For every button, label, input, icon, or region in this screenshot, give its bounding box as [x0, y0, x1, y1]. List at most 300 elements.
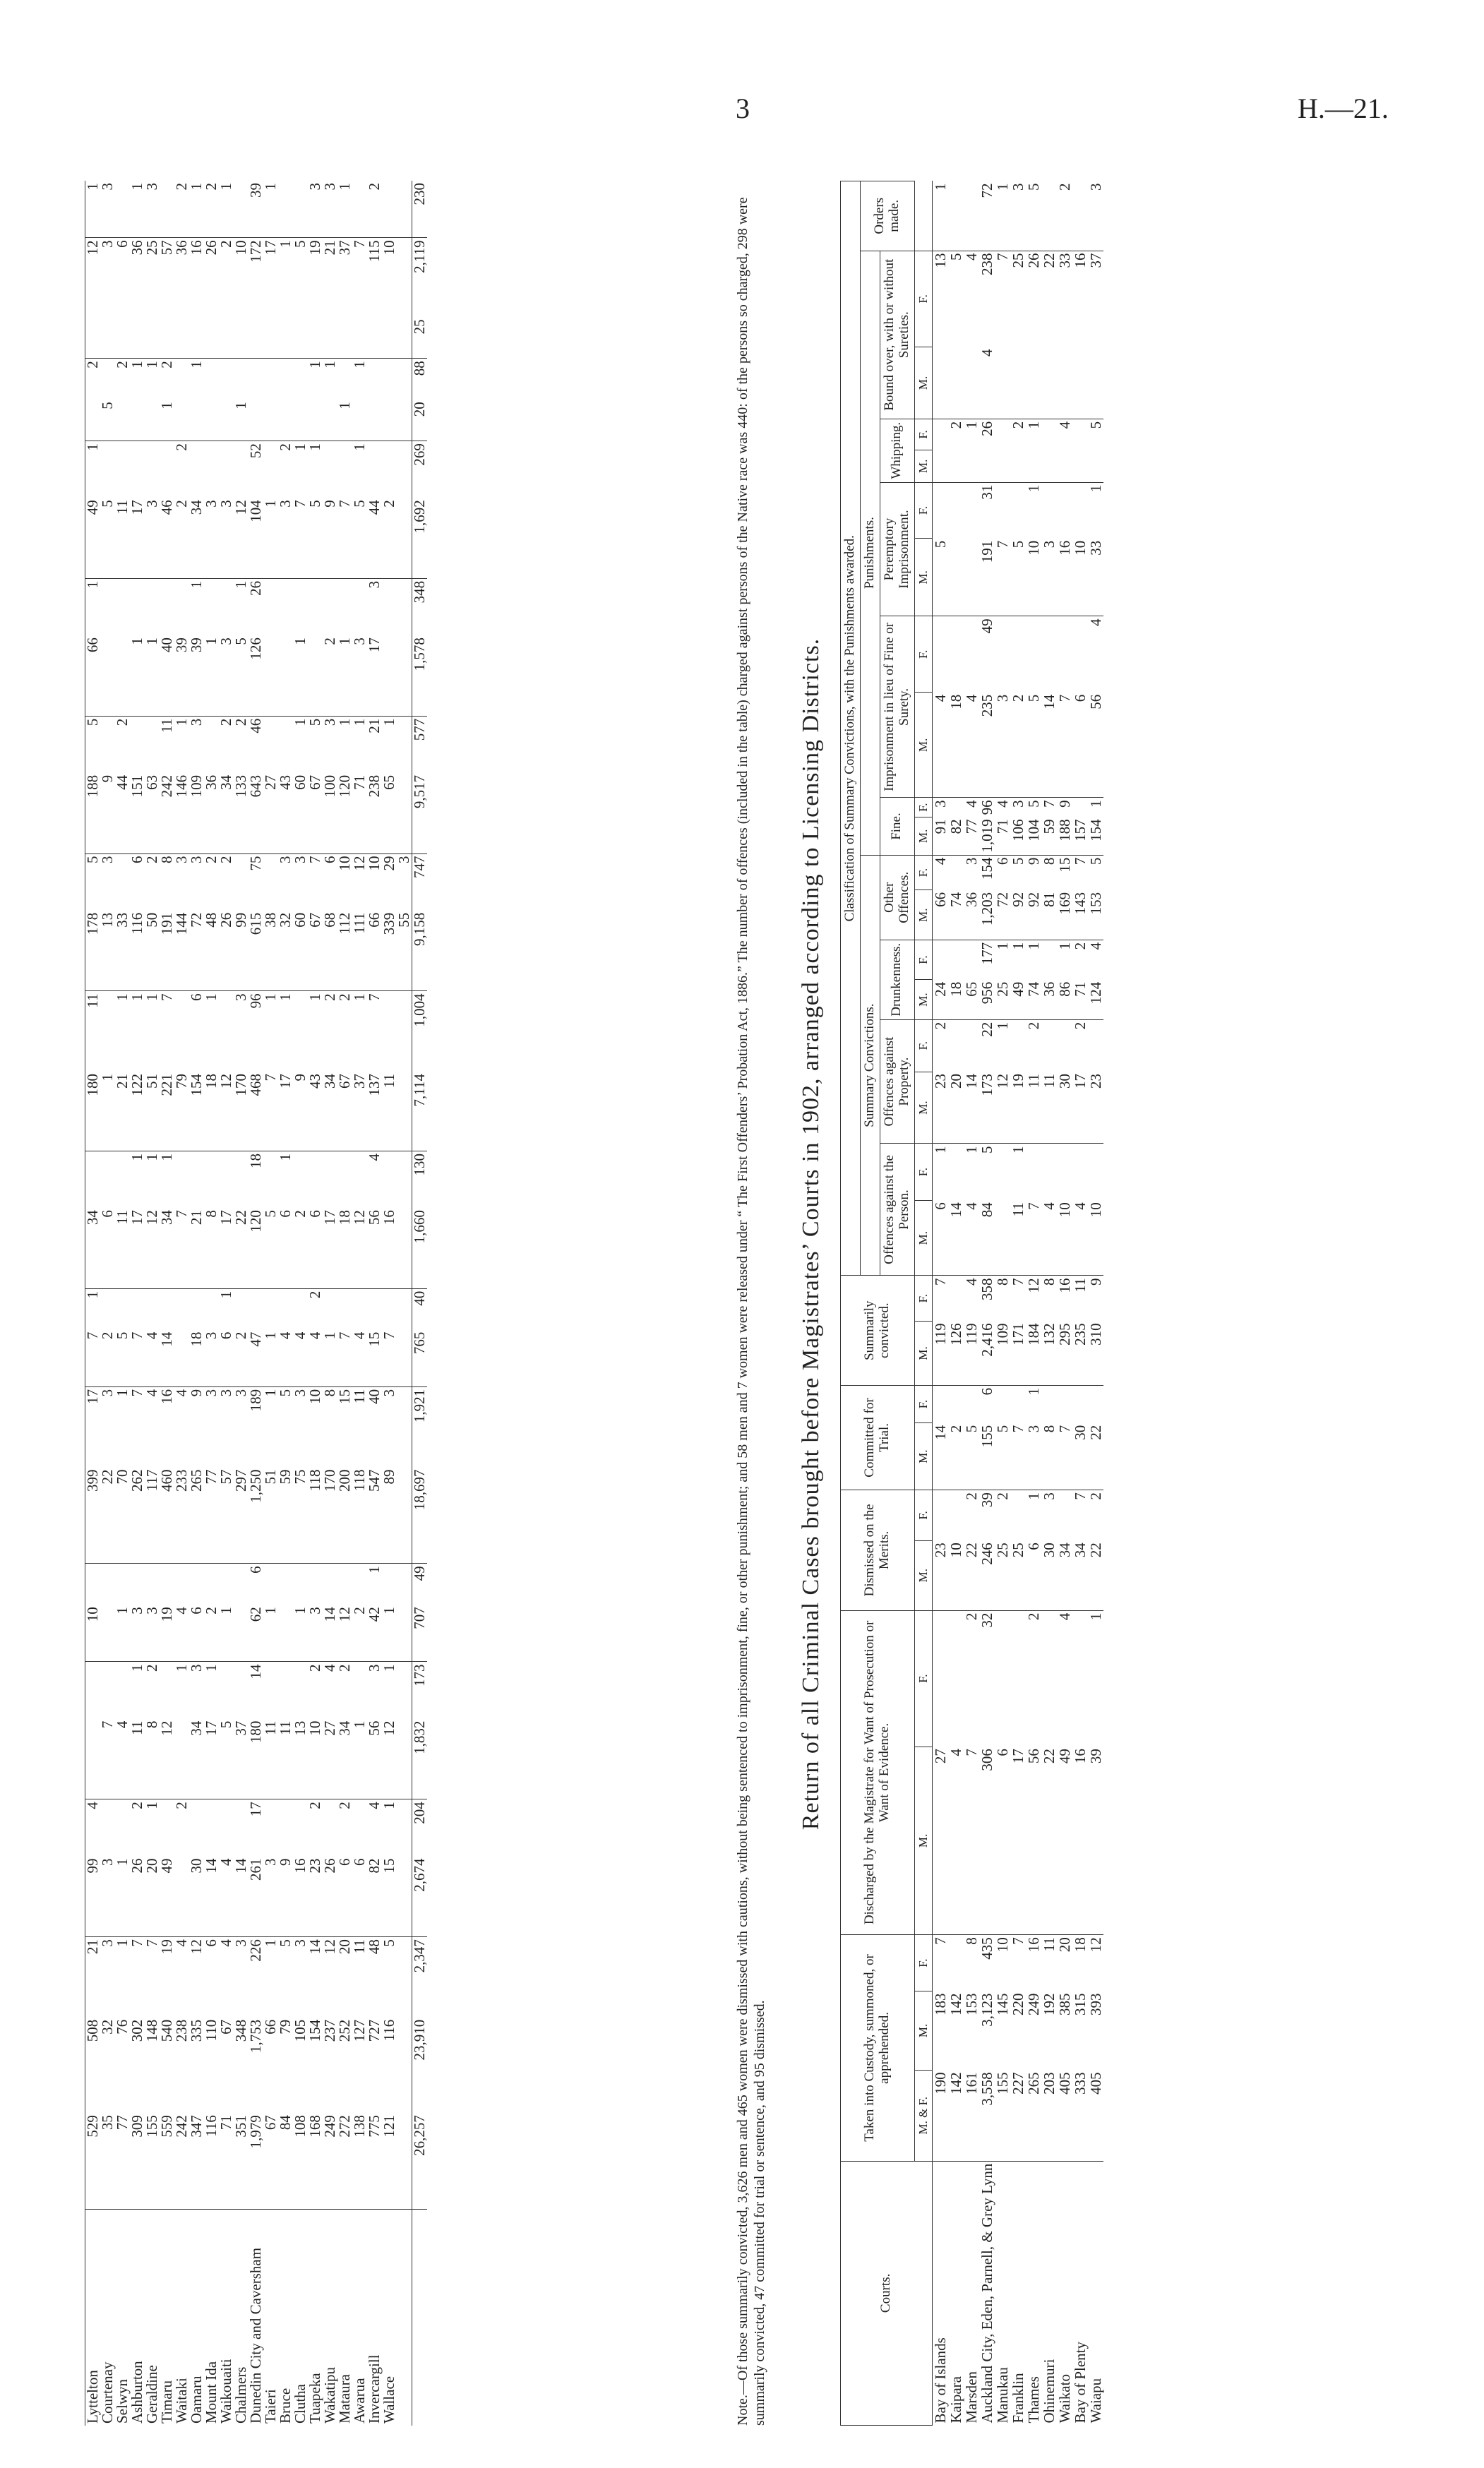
table-cell: [995, 482, 1010, 539]
total-cell: 2,347: [412, 1937, 428, 2018]
m-header: M.: [914, 1321, 933, 1385]
table-cell: [933, 1490, 949, 1541]
table-cell: 37: [351, 1073, 368, 1089]
table-cell: 1: [145, 359, 160, 400]
table-cell: 460: [158, 1469, 175, 1492]
table-cell: 1: [145, 1151, 160, 1208]
totals-row: [412, 181, 428, 2426]
table-cell: [367, 441, 382, 498]
table-cell: 4: [323, 1662, 337, 1719]
table-cell: 71: [351, 774, 368, 790]
table-cell: 11: [85, 991, 101, 1072]
table-cell: 72: [993, 892, 1011, 907]
table-cell: 7: [1024, 1202, 1042, 1210]
table-cell: [100, 317, 115, 358]
table-cell: [323, 441, 337, 498]
table-cell: [352, 1799, 367, 1857]
table-cell: 170: [321, 1469, 338, 1492]
table-cell: 10: [382, 238, 397, 318]
table-cell: 7: [352, 238, 367, 318]
table-cell: 1: [189, 359, 204, 400]
table-cell: 1: [1026, 1490, 1041, 1541]
table-cell: 74: [947, 892, 964, 907]
table-cell: 4: [964, 251, 979, 347]
district-name: Taieri: [263, 2210, 278, 2426]
table-cell: 25: [1010, 251, 1026, 347]
table-cell: [1041, 1610, 1057, 1747]
table-cell: [948, 1385, 964, 1422]
table-cell: [234, 1605, 249, 1662]
table-cell: 265: [1024, 2072, 1042, 2095]
table-cell: 1: [382, 1799, 397, 1857]
m-header: M.: [914, 693, 933, 798]
table-cell: 6: [995, 855, 1010, 890]
table-cell: 51: [262, 1469, 279, 1485]
table-cell: [130, 400, 145, 441]
table-cell: 3: [174, 853, 189, 911]
table-cell: [995, 1385, 1010, 1422]
table-cell: [308, 400, 323, 441]
table-cell: 2: [174, 441, 189, 498]
table-cell: 3: [933, 798, 949, 817]
table-cell: 6: [306, 1210, 323, 1218]
table-cell: 6: [933, 1200, 949, 1276]
table-cell: 60: [292, 912, 309, 928]
table-cell: 3: [203, 500, 220, 508]
table-cell: 14: [249, 1662, 263, 1719]
table-cell: [189, 317, 204, 358]
table-cell: 2: [278, 441, 293, 498]
dismissed-header: Dismissed on the Merits.: [841, 1490, 915, 1611]
table-cell: 89: [381, 1469, 397, 1485]
table-cell: 23: [1087, 1074, 1104, 1089]
table-cell: [352, 317, 367, 358]
table-cell: 19: [308, 238, 323, 318]
table-cell: 348: [232, 2019, 249, 2042]
table-cell: 1: [293, 441, 308, 498]
table-cell: [382, 441, 397, 498]
table-cell: 17: [366, 637, 383, 653]
table-cell: [293, 578, 308, 635]
table-cell: [337, 359, 352, 400]
table-cell: [189, 400, 204, 441]
table-cell: 9: [321, 500, 338, 508]
table-cell: [933, 482, 949, 539]
table-cell: [85, 1564, 101, 1605]
table-cell: 1: [1026, 482, 1041, 539]
table-cell: [995, 450, 1010, 483]
table-cell: 358: [979, 1276, 995, 1321]
table-cell: 189: [249, 1386, 263, 1467]
table-cell: 48: [367, 1937, 382, 2018]
person-header: Offences against the Person.: [880, 1144, 914, 1276]
table-cell: 7: [962, 1749, 980, 1756]
peremptory-header: Peremptory Imprisonment.: [880, 482, 914, 616]
table-cell: 16: [1072, 251, 1088, 347]
table-cell: 10: [337, 853, 352, 911]
table-cell: 9: [1088, 1276, 1103, 1321]
table-cell: [174, 317, 189, 358]
table-cell: 1: [293, 716, 308, 773]
table-cell: [278, 1288, 293, 1329]
table-cell: 11: [277, 1720, 294, 1735]
table-cell: [1026, 347, 1041, 419]
table-cell: 529: [85, 2113, 101, 2209]
table-cell: 19: [160, 1937, 174, 2018]
total-cell: 2,674: [412, 1856, 428, 1936]
table-cell: [323, 1151, 337, 1208]
table-cell: 1: [336, 183, 353, 191]
table-cell: 3: [203, 1331, 220, 1340]
table-cell: 2: [174, 1799, 189, 1857]
table-cell: 26: [217, 912, 234, 928]
table-cell: [100, 991, 115, 1072]
table-cell: 11: [128, 1720, 145, 1735]
table-cell: [397, 991, 412, 1072]
table-cell: [1072, 1144, 1088, 1200]
table-cell: 22: [962, 1542, 980, 1558]
district-name: Lyttelton: [85, 2210, 101, 2426]
table-cell: [397, 1564, 412, 1605]
table-cell: 9: [277, 1858, 294, 1866]
table-cell: 12: [1026, 1276, 1041, 1321]
table-cell: 34: [1071, 1542, 1089, 1558]
table-cell: 643: [247, 774, 264, 798]
table-cell: [219, 359, 234, 400]
table-cell: 3: [1024, 1425, 1042, 1433]
table-cell: [219, 1564, 234, 1605]
table-cell: 2: [173, 500, 190, 508]
table-cell: 1: [352, 991, 367, 1072]
table-cell: 34: [217, 774, 234, 790]
table-cell: 2: [1010, 419, 1026, 450]
table-cell: 1: [145, 1799, 160, 1857]
table-cell: 297: [232, 1469, 249, 1492]
table-cell: 81: [1040, 892, 1058, 907]
table-cell: [174, 1330, 189, 1387]
table-cell: 3: [219, 1386, 234, 1467]
table-cell: [278, 359, 293, 400]
table-cell: 70: [114, 1469, 131, 1485]
table-cell: 5: [993, 1425, 1011, 1433]
table-cell: 3: [99, 1858, 116, 1866]
table-cell: 2: [964, 1610, 979, 1747]
table-cell: 1: [323, 359, 337, 400]
table-cell: 56: [366, 1210, 383, 1226]
table-cell: 12: [217, 1073, 234, 1089]
table-cell: 1,019: [978, 819, 995, 853]
table-cell: [160, 441, 174, 498]
district-name: Wakatipu: [323, 2210, 337, 2426]
table-cell: [308, 1564, 323, 1605]
table-cell: 171: [1009, 1323, 1027, 1346]
table-cell: 249: [321, 2115, 338, 2138]
table-cell: [115, 1799, 130, 1857]
table-cell: 3,123: [978, 1993, 995, 2027]
table-cell: 2: [99, 1331, 116, 1340]
table-cell: 6: [189, 991, 204, 1072]
table-cell: 1: [189, 578, 204, 635]
table-cell: 15: [337, 1386, 352, 1467]
table-cell: 18: [1072, 1935, 1088, 1991]
table-cell: [100, 635, 115, 716]
total-cell: 23,910: [412, 2018, 428, 2113]
note-text: Note.—Of those summarily convicted, 3,626 men and 465 women were dismissed with cautions, without being sentenced to imprisonment, fine, or other punishment; and 58 men and 7 women were released under “ The First Offenders’ Probation Act, 1886.” The number of offences (included in the table) charged against persons of the Native race was 440: of the persons so charged, 298 were summarily convicted, 47 committed for trial or sentence, and 95 dismissed.: [735, 197, 767, 2426]
table-cell: 6: [249, 1564, 263, 1605]
table-row: [263, 181, 278, 2426]
table-cell: 7: [933, 1935, 949, 1991]
district-name: Tuapeka: [308, 2210, 323, 2426]
table-cell: 153: [1087, 892, 1104, 915]
table-cell: 133: [232, 774, 249, 798]
table-cell: 2: [948, 419, 964, 450]
f-header: F.: [914, 1144, 933, 1200]
table-cell: 11: [114, 1210, 131, 1225]
table-cell: 3: [100, 238, 115, 318]
table-row: [100, 181, 115, 2426]
table-cell: 157: [1071, 819, 1089, 841]
table-cell: 154: [306, 2019, 323, 2042]
table-cell: 1: [337, 716, 352, 773]
table-cell: 11: [262, 1720, 279, 1735]
table-cell: 11: [1009, 1202, 1027, 1217]
table-cell: 4: [1088, 616, 1103, 693]
table-cell: 3: [397, 853, 412, 911]
table-cell: [278, 181, 293, 238]
f-header: F.: [914, 1276, 933, 1321]
table-cell: 1: [85, 441, 101, 498]
table-cell: [204, 441, 219, 498]
table-cell: [174, 1564, 189, 1605]
table-cell: 262: [128, 1469, 145, 1492]
district-name: Clutha: [293, 2210, 308, 2426]
table-cell: 99: [232, 912, 249, 928]
table-row: [249, 181, 263, 2426]
table-row: [1072, 181, 1088, 2426]
table-cell: [948, 539, 964, 616]
table-cell: [948, 1276, 964, 1321]
table-cell: 1: [1088, 482, 1103, 539]
table-cell: [397, 1467, 412, 1563]
table-cell: [1088, 1019, 1103, 1072]
table-cell: 57: [160, 238, 174, 318]
table-cell: 4: [217, 1858, 234, 1866]
table-cell: [263, 400, 278, 441]
table-cell: 3: [1010, 798, 1026, 817]
table-cell: 25: [1009, 1542, 1027, 1558]
whipping-header: Whipping.: [880, 419, 914, 482]
table-row: [1026, 181, 1041, 2426]
table-cell: [219, 1151, 234, 1208]
table-cell: 1: [128, 183, 145, 191]
table-cell: 42: [366, 1607, 383, 1622]
table-cell: 11: [160, 716, 174, 773]
table-cell: 16: [189, 238, 204, 318]
table-cell: 22: [1040, 1749, 1058, 1764]
table-cell: 1: [292, 1607, 309, 1615]
table-cell: [249, 400, 263, 441]
table-cell: 11: [1041, 1935, 1057, 1991]
table-cell: 25: [993, 981, 1011, 997]
table-cell: [293, 181, 308, 238]
table-cell: 1: [964, 419, 979, 450]
table-cell: 146: [173, 774, 190, 798]
district-name: Wallace: [382, 2210, 397, 2426]
table-cell: [278, 317, 293, 358]
table-cell: 6: [323, 853, 337, 911]
table-cell: 33: [1057, 251, 1072, 347]
table-cell: [397, 2113, 412, 2209]
table-cell: [1057, 1385, 1072, 1422]
table-cell: 3: [143, 1607, 160, 1615]
f-header: F.: [914, 855, 933, 890]
table-cell: 115: [367, 238, 382, 318]
table-cell: 6: [99, 1210, 116, 1218]
table-cell: 59: [1040, 819, 1058, 834]
table-cell: 7: [1010, 1276, 1026, 1321]
table-cell: 7: [1010, 1935, 1026, 1991]
table-cell: 1: [143, 637, 160, 645]
table-cell: 13: [99, 912, 116, 928]
total-cell: 18,697: [412, 1467, 428, 1563]
table-cell: 468: [247, 1073, 264, 1096]
table-cell: 145: [993, 1993, 1011, 2016]
table-cell: 3: [306, 1607, 323, 1615]
table-cell: 37: [1088, 251, 1103, 347]
total-cell: 1,832: [412, 1719, 428, 1799]
table-cell: [115, 578, 130, 635]
table-cell: 118: [306, 1469, 323, 1492]
table-cell: 7: [336, 1331, 353, 1340]
table-cell: 99: [85, 1856, 101, 1936]
table-cell: 5: [278, 1937, 293, 2018]
table-cell: 4: [964, 1276, 979, 1321]
table-cell: [263, 716, 278, 773]
table-cell: [204, 1564, 219, 1605]
table-cell: 39: [1087, 1749, 1104, 1764]
table-cell: 31: [979, 482, 995, 539]
table-cell: 7: [995, 251, 1010, 347]
table-cell: [293, 359, 308, 400]
table-cell: 233: [173, 1469, 190, 1492]
table-cell: [1026, 450, 1041, 483]
table-cell: [397, 1072, 412, 1151]
table-cell: 4: [351, 1331, 368, 1340]
table-cell: 124: [1087, 981, 1104, 1005]
table-cell: 10: [306, 1720, 323, 1736]
table-cell: 405: [1055, 2072, 1073, 2095]
table-cell: 126: [247, 637, 264, 660]
table-cell: [219, 578, 234, 635]
table-cell: 12: [352, 853, 367, 911]
total-cell: 9,158: [412, 911, 428, 991]
classification-header: Classification of Summary Convictions, with the Punishments awarded.: [841, 181, 861, 1276]
table-cell: 7: [130, 1937, 145, 2018]
table-cell: 4: [962, 1202, 980, 1210]
table-cell: [160, 1564, 174, 1605]
table-cell: [308, 635, 323, 716]
table-cell: 727: [366, 2019, 383, 2042]
table-cell: [293, 1564, 308, 1605]
table-cell: 18: [947, 694, 964, 709]
table-cell: 7: [993, 540, 1011, 549]
m-header: M.: [914, 980, 933, 1019]
table-cell: [189, 1151, 204, 1208]
continued-table: [85, 181, 427, 2426]
table-cell: 67: [306, 774, 323, 790]
table-cell: 20: [143, 1858, 160, 1874]
m-header: M.: [914, 1540, 933, 1610]
table-cell: [263, 359, 278, 400]
table-cell: [263, 441, 278, 498]
table-cell: 108: [292, 2115, 309, 2138]
table-cell: 4: [933, 693, 949, 798]
table-row: [948, 181, 964, 2426]
table-cell: 120: [336, 774, 353, 798]
table-cell: 4: [174, 1937, 189, 2018]
table-cell: 6: [1024, 1542, 1042, 1550]
table-cell: 154: [1087, 819, 1104, 841]
table-cell: 1: [85, 1288, 101, 1329]
table-cell: 8: [1040, 1425, 1058, 1433]
table-cell: [948, 347, 964, 419]
table-cell: [1072, 798, 1088, 817]
table-cell: 119: [933, 1321, 949, 1385]
table-cell: 242: [158, 774, 175, 798]
table-cell: 66: [85, 635, 101, 716]
table-cell: 22: [1041, 251, 1057, 347]
table-cell: 161: [962, 2072, 980, 2095]
table-cell: [293, 1288, 308, 1329]
table-cell: 56: [1024, 1749, 1042, 1764]
table-cell: [964, 539, 979, 616]
table-cell: 5: [979, 1144, 995, 1200]
total-cell: 20: [412, 400, 428, 441]
table-cell: 12: [381, 1720, 397, 1736]
total-cell: 1,004: [412, 991, 428, 1072]
table-cell: 1: [1088, 1610, 1103, 1747]
table-cell: 34: [188, 500, 205, 515]
table-cell: 315: [1071, 1993, 1089, 2016]
table-cell: 19: [158, 1607, 175, 1622]
table-cell: 153: [962, 1993, 980, 2016]
table-cell: 49: [979, 616, 995, 693]
table-cell: [964, 940, 979, 979]
table-cell: 3: [100, 1386, 115, 1467]
table-cell: [397, 317, 412, 358]
table-cell: 191: [978, 540, 995, 563]
table-cell: 5: [99, 402, 116, 409]
table-cell: 16: [292, 1858, 309, 1874]
m-header: M.: [914, 1200, 933, 1276]
imprisonment-header: Imprisonment in lieu of Fine or Surety.: [880, 616, 914, 798]
district-name: Oamaru: [189, 2210, 204, 2426]
table-cell: [115, 1151, 130, 1208]
table-cell: [130, 317, 145, 358]
table-row: [323, 181, 337, 2426]
table-cell: 23: [933, 1540, 949, 1610]
court-name: Ohinemuri: [1041, 2161, 1057, 2425]
table-cell: 122: [128, 1073, 145, 1096]
table-cell: 2: [115, 716, 130, 773]
table-cell: 67: [306, 912, 323, 928]
table-cell: [352, 181, 367, 238]
table-cell: 5: [1088, 855, 1103, 890]
table-cell: 1: [382, 1662, 397, 1719]
table-cell: [948, 482, 964, 539]
table-row: [1010, 181, 1026, 2426]
table-cell: 3: [306, 183, 323, 191]
